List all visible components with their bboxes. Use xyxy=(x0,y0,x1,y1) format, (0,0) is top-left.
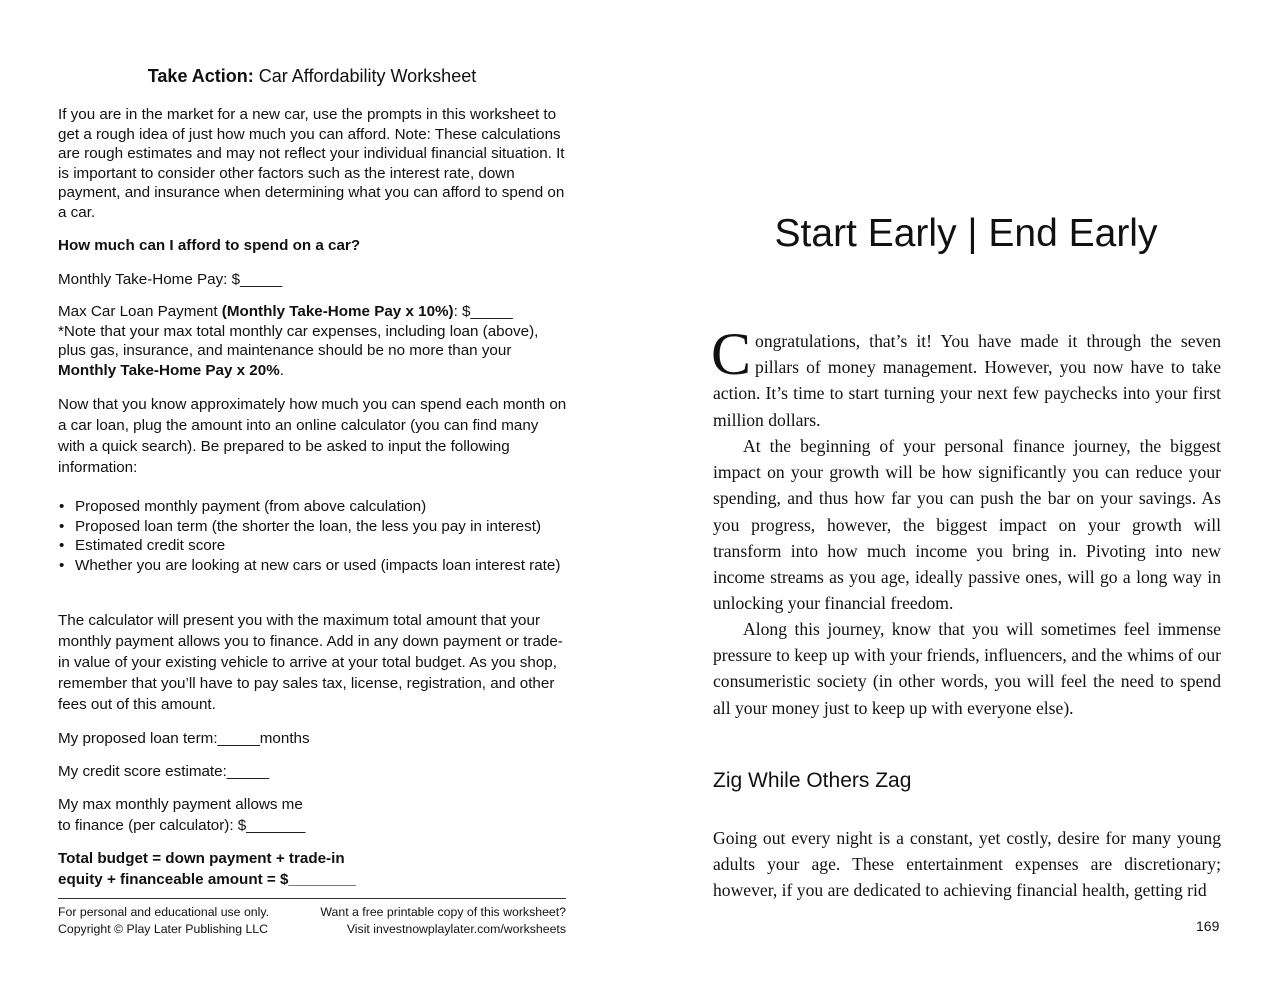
worksheet-intro: If you are in the market for a new car, use the prompts in this worksheet to get a rough idea of just how much you can afford. Note: These calculations are rough estimates and may not reflect your individual financial situation. It is important to consider other factors such as the interest rate, down payment, and insurance when determining what you can afford to spend on a car. xyxy=(58,106,565,221)
paragraph-intro: Congratulations, that’s it! You have made it through the seven pillars of money management. However, you now have to take action. It’s time to start turning your next few paychecks into your first million dollars. xyxy=(711,321,1221,430)
drop-cap: C xyxy=(711,321,752,387)
paragraph-pressure: Along this journey, know that you will sometimes feel immense pressure to keep up with your friends, influencers, and the whims of our consumeristic society (in other words, you will feel the need to spend all your money just to keep up with everyone else). xyxy=(713,619,1221,718)
list-item: • Whether you are looking at new cars or used (impacts loan interest rate) xyxy=(58,556,570,576)
chapter-title: Start Early | End Early xyxy=(774,212,1158,255)
footer-divider xyxy=(58,898,566,899)
calculator-result-text: The calculator will present you with the maximum total amount that your monthly payment allows you to finance. Add in any down payment or trade-in value of your existing vehicle to arrive at your total budget. As you shop, remember that you’ll have to pay sales tax, license, registration, and other fees out of this amount. xyxy=(58,612,563,713)
calculator-inputs-list xyxy=(58,497,570,575)
section-heading: Zig While Others Zag xyxy=(713,769,912,792)
credit-score-field: My credit score estimate:_____ xyxy=(58,763,270,780)
calculator-instructions: Now that you know approximately how much you can spend each month on a car loan, plug the amount into an online calculator (you can find many with a quick search). Be prepared to be asked to input the following information: xyxy=(58,396,567,476)
list-item: • Proposed monthly payment (from above calculation) xyxy=(58,497,570,517)
worksheet-question: How much can I afford to spend on a car? xyxy=(58,237,361,254)
footer-copyright: For personal and educational use only. Copyright © Play Later Publishing LLC xyxy=(58,905,270,936)
paragraph-entertainment: Going out every night is a constant, yet costly, desire for many young adults your age. These entertainment expenses are discretionary; however, if you are dedicated to achieving financial health, getting rid xyxy=(713,828,1221,901)
right-page xyxy=(639,0,1278,1000)
list-item: • Estimated credit score xyxy=(58,536,570,556)
worksheet-title: Take Action: Car Affordability Worksheet xyxy=(147,66,477,86)
paragraph-journey: At the beginning of your personal finance journey, the biggest impact on your growth will be how significantly you can reduce your spending, and thus how far you can push the bar on your savings. As you progress, however, the biggest impact on your growth will transform into how much income you bring in. Pivoting into new income streams as you age, ideally passive ones, will go a long way in unlocking your financial freedom. xyxy=(713,436,1221,614)
page-number: 169 xyxy=(1196,918,1220,934)
total-budget-field: Total budget = down payment + trade-in equity + financeable amount = $________ xyxy=(58,850,356,888)
max-car-loan-field: Max Car Loan Payment (Monthly Take-Home Pay x 10%): $_____ *Note that your max total monthly car expenses, including loan (above), plus gas, insurance, and maintenance should be no more than your Monthly Take-Home Pay x 20%. xyxy=(58,303,539,379)
list-item: • Proposed loan term (the shorter the loan, the less you pay in interest) xyxy=(58,517,570,537)
max-payment-field: My max monthly payment allows me to finance (per calculator): $_______ xyxy=(58,796,306,834)
loan-term-field: My proposed loan term:_____months xyxy=(58,730,310,747)
take-home-pay-field: Monthly Take-Home Pay: $_____ xyxy=(58,271,283,288)
footer-worksheet-link: Want a free printable copy of this worksheet? Visit investnowplaylater.com/worksheets xyxy=(320,905,566,936)
